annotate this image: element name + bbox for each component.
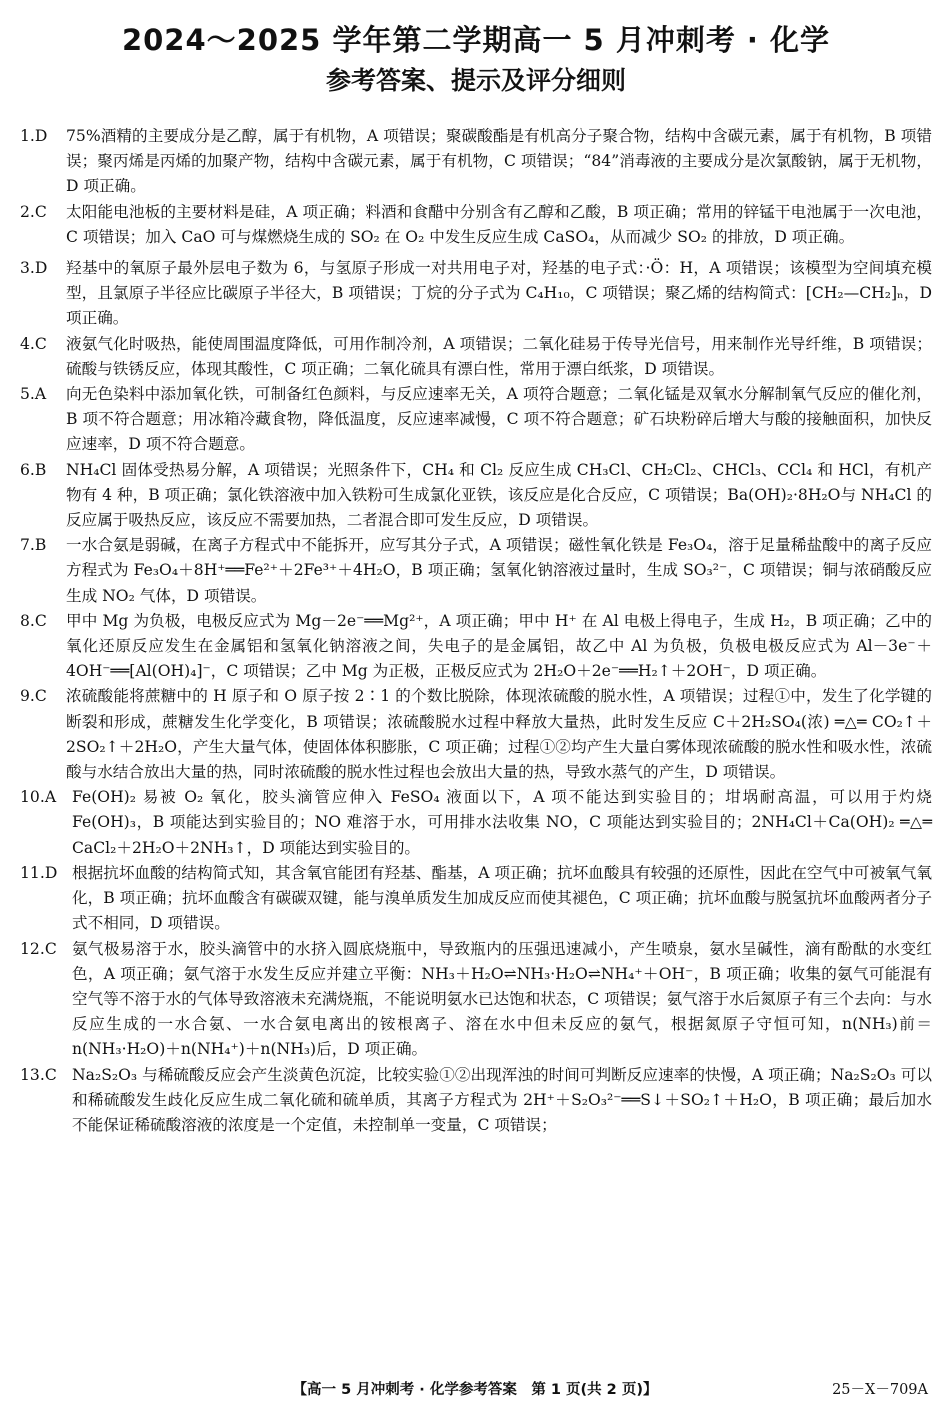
answer-explanation: 液氨气化时吸热，能使周围温度降低，可用作制冷剂，A 项错误；二氧化硅易于传导光信号，用来制作光导纤维，B 项错误；硫酸与铁锈反应，体现其酸性，C 项正确；二氧化硫具有漂白性，常用于漂白纸浆，D 项错误。 bbox=[66, 334, 932, 378]
answer-number: 3. bbox=[20, 259, 35, 278]
answer-item-13 bbox=[20, 1063, 932, 1139]
answer-list bbox=[20, 124, 932, 1138]
answer-number: 4. bbox=[20, 334, 35, 353]
answer-number: 1. bbox=[20, 127, 35, 145]
answer-item-6 bbox=[20, 458, 932, 534]
answer-explanation: 氨气极易溶于水，胶头滴管中的水挤入圆底烧瓶中，导致瓶内的压强迅速减小，产生喷泉，氨水呈碱性，滴有酚酞的水变红色，A 项正确；氨气溶于水发生反应并建立平衡：NH₃＋H₂O⇌NH₃·H₂O⇌NH₄⁺＋OH⁻，B 项正确；收集的氨气可能混有空气等不溶于水的气体导致溶液未充满烧瓶，不能说明氨水已达饱和状态，C 项错误；氨气溶于水后氮原子有三个去向：与水反应生成的一水合氨、一水合氨电离出的铵根离子、溶在水中但未反应的氨气，根据氮原子守恒可知，n(NH₃)前＝n(NH₃·H₂O)＋n(NH₄⁺)＋n(NH₃)后，D 项正确。 bbox=[72, 939, 932, 1059]
answer-item-5 bbox=[20, 382, 932, 458]
answer-choice: B bbox=[34, 536, 47, 555]
answer-number: 5. bbox=[20, 385, 35, 404]
answer-explanation: 甲中 Mg 为负极，电极反应式为 Mg－2e⁻══Mg²⁺，A 项正确；甲中 H⁺ 在 Al 电极上得电子，生成 H₂，B 项正确；乙中的氧化还原反应发生在金属铝和氢氧化钠溶液之间，失电子的是金属铝，故乙中 Al 为负极，负极电极反应式为 Al－3e⁻＋4OH⁻══[Al(OH)₄]⁻，C 项错误；乙中 Mg 为正极，正极反应式为 2H₂O＋2e⁻══H₂↑＋2OH⁻，D 项正确。 bbox=[66, 611, 932, 681]
answer-choice: A bbox=[44, 788, 57, 807]
answer-number: 2. bbox=[20, 202, 35, 221]
answer-item-3 bbox=[20, 256, 932, 332]
answer-explanation: 太阳能电池板的主要材料是硅，A 项正确；料酒和食醋中分别含有乙醇和乙酸，B 项正确；常用的锌锰干电池属于一次电池，C 项错误；加入 CaO 可与煤燃烧生成的 SO₂ 在 O₂ 中发生反应生成 CaSO₄，从而减少 SO₂ 的排放，D 项正确。 bbox=[66, 202, 932, 246]
answer-choice: A bbox=[34, 385, 47, 404]
answer-choice: C bbox=[44, 939, 57, 958]
answer-item-12 bbox=[20, 937, 932, 1063]
page-footer bbox=[0, 1378, 950, 1402]
answer-number: 9. bbox=[20, 687, 35, 706]
answer-number: 12. bbox=[20, 939, 45, 958]
page-title: 2024～2025 学年第二学期高一 5 月冲刺考 · 化学 bbox=[121, 23, 831, 57]
answer-number: 7. bbox=[20, 536, 35, 555]
footer-doc-code: 25－X－709A bbox=[832, 1382, 928, 1398]
answer-number: 8. bbox=[20, 611, 35, 630]
answer-explanation: 向无色染料中添加氧化铁，可制备红色颜料，与反应速率无关，A 项符合题意；二氧化锰是双氧水分解制氧气反应的催化剂，B 项不符合题意；用冰箱冷藏食物，降低温度，反应速率减慢，C 项不符合题意；矿石块粉碎后增大与酸的接触面积，加快反应速率，D 项不符合题意。 bbox=[66, 385, 932, 454]
answer-explanation: 浓硫酸能将蔗糖中的 H 原子和 O 原子按 2∶1 的个数比脱除，体现浓硫酸的脱水性，A 项错误；过程①中，发生了化学键的断裂和形成，蔗糖发生化学变化，B 项错误；浓硫酸脱水过程中释放大量热，此时发生反应 C＋2H₂SO₄(浓) ═△═ CO₂↑＋2SO₂↑＋2H₂O，产生大量气体，使固体体积膨胀，C 项正确；过程①②均产生大量白雾体现浓硫酸的脱水性和吸水性，浓硫酸与水结合放出大量的热，同时浓硫酸的脱水性过程也会放出大量的热，导致水蒸气的产生，D 项错误。 bbox=[66, 687, 932, 782]
answer-item-11 bbox=[20, 861, 932, 937]
answer-number: 6. bbox=[20, 460, 35, 479]
page-subtitle: 参考答案、提示及评分细则 bbox=[325, 66, 626, 95]
answer-explanation: Fe(OH)₂ 易被 O₂ 氧化，胶头滴管应伸入 FeSO₄ 液面以下，A 项不能达到实验目的；坩埚耐高温，可以用于灼烧 Fe(OH)₃，B 项能达到实验目的；NO 难溶于水，可用排水法收集 NO，C 项能达到实验目的；2NH₄Cl＋Ca(OH)₂ ═△═ CaCl₂＋2H₂O＋2NH₃↑，D 项能达到实验目的。 bbox=[72, 788, 932, 857]
answer-item-2 bbox=[20, 200, 932, 250]
footer-page-info: 【高一 5 月冲刺考 · 化学参考答案 第 1 页(共 2 页)】 bbox=[292, 1382, 658, 1398]
answer-explanation: 羟基中的氧原子最外层电子数为 6，与氢原子形成一对共用电子对，羟基的电子式：·Ö：H，A 项错误；该模型为空间填充模型，且氯原子半径应比碳原子半径大，B 项错误；丁烷的分子式为 C₄H₁₀，C 项错误；聚乙烯的结构简式：[CH₂—CH₂]ₙ，D 项正确。 bbox=[66, 259, 932, 328]
answer-item-8 bbox=[20, 609, 932, 685]
answer-choice: C bbox=[34, 687, 47, 706]
answer-choice: B bbox=[34, 460, 47, 479]
answer-explanation: NH₄Cl 固体受热易分解，A 项错误；光照条件下，CH₄ 和 Cl₂ 反应生成 CH₃Cl、CH₂Cl₂、CHCl₃、CCl₄ 和 HCl，有机产物有 4 种，B 项正确；氯化铁溶液中加入铁粉可生成氯化亚铁，该反应是化合反应，C 项错误；Ba(OH)₂·8H₂O与 NH₄Cl 的反应属于吸热反应，该反应不需要加热，二者混合即可发生反应，D 项错误。 bbox=[66, 460, 932, 530]
answer-item-9 bbox=[20, 684, 932, 785]
answer-explanation: 根据抗坏血酸的结构简式知，其含氧官能团有羟基、酯基，A 项正确；抗坏血酸具有较强的还原性，因此在空气中可被氧气氧化，B 项正确；抗坏血酸含有碳碳双键，能与溴单质发生加成反应而使其褪色，C 项正确；抗坏血酸与脱氢抗坏血酸两者分子式不相同，D 项错误。 bbox=[72, 863, 932, 933]
answer-choice: D bbox=[34, 259, 48, 278]
answer-choice: C bbox=[34, 334, 47, 353]
answer-explanation: 一水合氨是弱碱，在离子方程式中不能拆开，应写其分子式，A 项错误；磁性氧化铁是 Fe₃O₄，溶于足量稀盐酸中的离子反应方程式为 Fe₃O₄＋8H⁺══Fe²⁺＋2Fe³⁺＋4H₂O，B 项正确；氢氧化钠溶液过量时，生成 SO₃²⁻，C 项错误；铜与浓硝酸反应生成 NO₂ 气体，D 项错误。 bbox=[66, 536, 932, 605]
answer-choice: C bbox=[34, 202, 47, 221]
answer-item-7 bbox=[20, 533, 932, 609]
answer-number: 10. bbox=[20, 788, 45, 807]
answer-item-1 bbox=[20, 124, 932, 200]
answer-choice: C bbox=[44, 1065, 57, 1084]
answer-number: 13. bbox=[20, 1065, 45, 1084]
answer-choice: D bbox=[34, 127, 48, 145]
answer-explanation: 75%酒精的主要成分是乙醇，属于有机物，A 项错误；聚碳酸酯是有机高分子聚合物，结构中含碳元素，属于有机物，B 项错误；聚丙烯是丙烯的加聚产物，结构中含碳元素，属于有机物，C 项错误；“84”消毒液的主要成分是次氯酸钠，属于无机物，D 项正确。 bbox=[66, 127, 932, 196]
answer-choice: D bbox=[44, 863, 58, 882]
answer-choice: C bbox=[34, 611, 47, 630]
answer-item-10 bbox=[20, 785, 932, 861]
answer-number: 11. bbox=[20, 863, 45, 882]
answer-item-4 bbox=[20, 332, 932, 382]
answer-explanation: Na₂S₂O₃ 与稀硫酸反应会产生淡黄色沉淀，比较实验①②出现浑浊的时间可判断反应速率的快慢，A 项正确；Na₂S₂O₃ 可以和稀硫酸发生歧化反应生成二氧化硫和硫单质，其离子方程式为 2H⁺＋S₂O₃²⁻══S↓＋SO₂↑＋H₂O，B 项正确；最后加水不能保证稀硫酸溶液的浓度是一个定值，未控制单一变量，C 项错误； bbox=[72, 1065, 932, 1134]
